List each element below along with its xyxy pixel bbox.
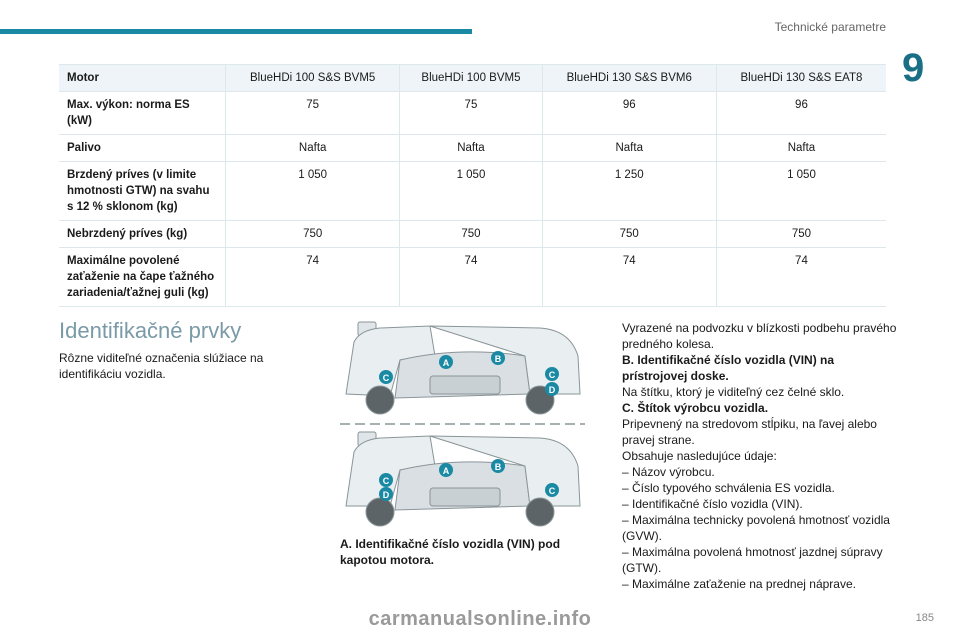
svg-text:D: D — [382, 490, 390, 500]
column-header: Motor — [59, 65, 226, 92]
svg-text:C: C — [382, 373, 390, 383]
caption-a: A. Identifikačné číslo vozidla (VIN) pod kapotou motora. — [340, 537, 561, 567]
van-illustration-top — [346, 322, 580, 414]
table-row — [59, 135, 886, 162]
list-item: – Číslo typového schválenia ES vozidla. — [622, 481, 835, 495]
table-cell: 1 250 — [542, 162, 716, 221]
table-cell: 75 — [400, 92, 542, 135]
table-cell: Nafta — [542, 135, 716, 162]
table-cell: 750 — [400, 221, 542, 248]
header-accent-bar — [0, 29, 472, 34]
row-label: Nebrzdený príves (kg) — [59, 221, 226, 248]
marker-a — [439, 463, 453, 477]
row-label: Brzdený príves (v limite hmotnosti GTW) na svahu s 12 % sklonom (kg) — [59, 162, 226, 221]
marker-d — [545, 382, 559, 396]
svg-text:B: B — [494, 462, 502, 472]
section-heading: Identifikačné prvky — [59, 318, 242, 343]
marker-c — [379, 473, 393, 487]
marker-c — [379, 370, 393, 384]
marker-c — [545, 483, 559, 497]
page-number: 185 — [915, 612, 934, 624]
table-cell: 74 — [542, 248, 716, 307]
chapter-number: 9 — [902, 46, 925, 90]
table-cell: 75 — [226, 92, 400, 135]
vehicle-identification-diagram — [340, 316, 585, 531]
table-cell: Nafta — [716, 135, 886, 162]
list-item: – Názov výrobcu. — [622, 465, 715, 479]
table-cell: Nafta — [226, 135, 400, 162]
svg-text:B: B — [494, 354, 502, 364]
table-cell: 96 — [542, 92, 716, 135]
svg-text:D: D — [548, 385, 556, 395]
column-header: BlueHDi 100 BVM5 — [400, 65, 542, 92]
item-c-title: C. Štítok výrobcu vozidla. — [622, 401, 769, 415]
table-cell: 750 — [716, 221, 886, 248]
table-row — [59, 221, 886, 248]
list-item: – Maximálna povolená hmotnosť jazdnej súpravy (GTW). — [622, 545, 883, 575]
spec-table — [59, 64, 886, 307]
table-cell: 750 — [542, 221, 716, 248]
table-cell: 1 050 — [716, 162, 886, 221]
marker-c — [545, 367, 559, 381]
section-title: Technické parametre — [774, 20, 886, 34]
marker-b — [491, 459, 505, 473]
column-header: BlueHDi 130 S&S BVM6 — [542, 65, 716, 92]
item-c-text: Pripevnený na stredovom stĺpiku, na ľavej alebo pravej strane. — [622, 417, 877, 447]
svg-text:C: C — [382, 476, 390, 486]
marker-b — [491, 351, 505, 365]
svg-text:A: A — [442, 358, 450, 368]
column-header: BlueHDi 130 S&S EAT8 — [716, 65, 886, 92]
table-cell: 750 — [226, 221, 400, 248]
section-intro: Rôzne viditeľné označenia slúžiace na identifikáciu vozidla. — [59, 351, 264, 381]
row-label: Palivo — [59, 135, 226, 162]
table-cell: Nafta — [400, 135, 542, 162]
item-b-text: Na štítku, ktorý je viditeľný cez čelné sklo. — [622, 385, 845, 399]
table-row — [59, 248, 886, 307]
watermark: carmanualsonline.info — [368, 608, 592, 630]
table-cell: 74 — [716, 248, 886, 307]
identification-description — [622, 320, 897, 592]
table-row — [59, 162, 886, 221]
table-header-row — [59, 65, 886, 92]
table-cell: 1 050 — [400, 162, 542, 221]
item-b-title: B. Identifikačné číslo vozidla (VIN) na prístrojovej doske. — [622, 353, 835, 383]
table-cell: 74 — [400, 248, 542, 307]
list-item: – Maximálne zaťaženie na prednej nápravе. — [622, 577, 856, 591]
marker-d — [379, 487, 393, 501]
svg-text:C: C — [548, 486, 556, 496]
list-item: – Identifikačné číslo vozidla (VIN). — [622, 497, 803, 511]
svg-text:C: C — [548, 370, 556, 380]
marker-a — [439, 355, 453, 369]
row-label: Maximálne povolené zaťaženie na čape ťažného zariadenia/ťažnej guli (kg) — [59, 248, 226, 307]
list-item: – Maximálna technicky povolená hmotnosť vozidla (GVW). — [622, 513, 890, 543]
table-cell: 74 — [226, 248, 400, 307]
item-c-list-intro: Obsahuje nasledujúce údaje: — [622, 449, 777, 463]
table-cell: 96 — [716, 92, 886, 135]
table-row — [59, 92, 886, 135]
column-header: BlueHDi 100 S&S BVM5 — [226, 65, 400, 92]
svg-text:A: A — [442, 466, 450, 476]
table-cell: 1 050 — [226, 162, 400, 221]
paragraph-a-location: Vyrazené na podvozku v blízkosti podbehu pravého predného kolesa. — [622, 321, 897, 351]
row-label: Max. výkon: norma ES (kW) — [59, 92, 226, 135]
